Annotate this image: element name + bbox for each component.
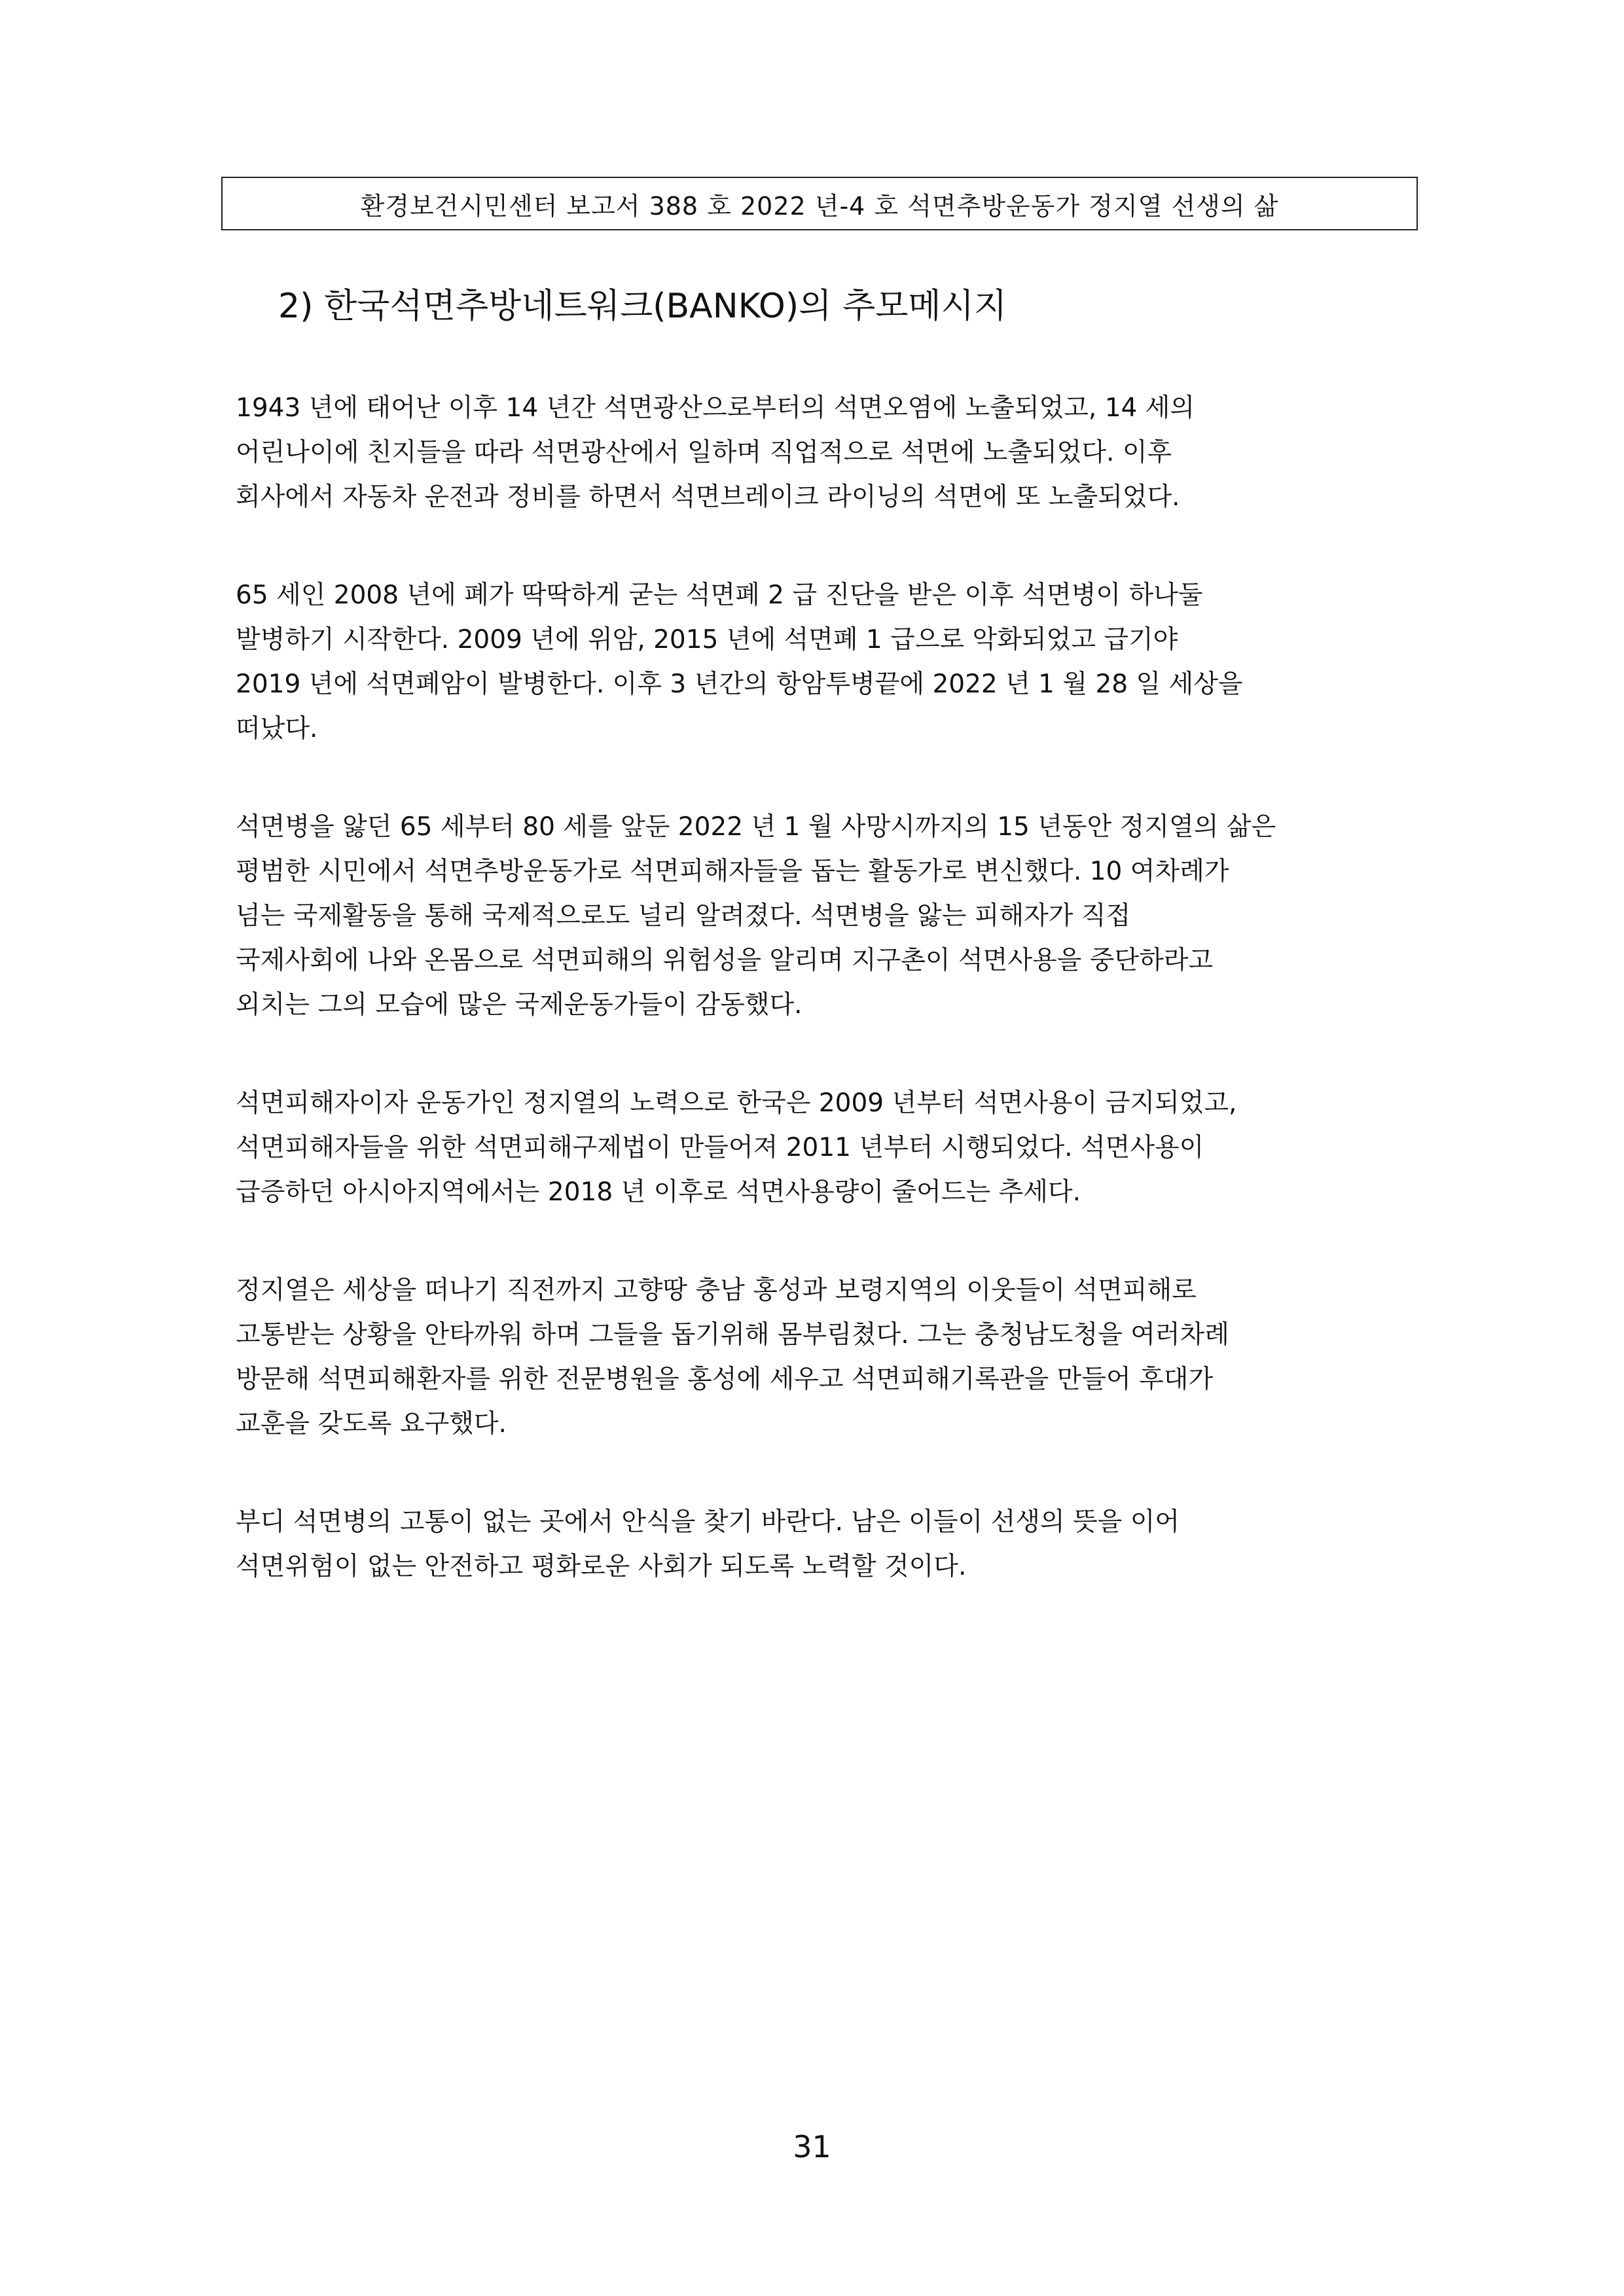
text-line: 65 세인 2008 년에 폐가 딱딱하게 굳는 석면폐 2 급 진단을 받은 이후 석면병이 하나둘 <box>236 581 1203 610</box>
paragraph-2 <box>236 573 1414 751</box>
text-line: 넘는 국제활동을 통해 국제적으로도 널리 알려졌다. 석면병을 앓는 피해자가 직접 <box>236 901 1131 931</box>
section-title: 2) 한국석면추방네트워크(BANKO)의 추모메시지 <box>278 287 1007 326</box>
text-line: 국제사회에 나와 온몸으로 석면피해의 위험성을 알리며 지구촌이 석면사용을 중단하라고 <box>236 946 1214 975</box>
report-header-text: 환경보건시민센터 보고서 388 호 2022 년-4 호 석면추방운동가 정지열 선생의 삶 <box>360 191 1279 221</box>
text-line: 1943 년에 태어난 이후 14 년간 석면광산으로부터의 석면오염에 노출되었고, 14 세의 <box>236 393 1195 423</box>
page-number: 31 <box>793 2129 831 2164</box>
text-line: 교훈을 갖도록 요구했다. <box>236 1409 507 1439</box>
paragraph-6 <box>236 1500 1414 1589</box>
text-line: 발병하기 시작한다. 2009 년에 위암, 2015 년에 석면폐 1 급으로 악화되었고 급기야 <box>236 625 1178 655</box>
text-line: 석면위험이 없는 안전하고 평화로운 사회가 되도록 노력할 것이다. <box>236 1552 967 1581</box>
report-header <box>221 177 1418 230</box>
text-line: 외치는 그의 모습에 많은 국제운동가들이 감동했다. <box>236 990 803 1020</box>
text-line: 평범한 시민에서 석면추방운동가로 석면피해자들을 돕는 활동가로 변신했다. 10 여차례가 <box>236 857 1229 886</box>
text-line: 2019 년에 석면폐암이 발병한다. 이후 3 년간의 항암투병끝에 2022 년 1 월 28 일 세상을 <box>236 670 1243 699</box>
paragraph-1 <box>236 386 1414 520</box>
body-text <box>236 386 1414 1643</box>
paragraph-3 <box>236 805 1414 1028</box>
text-line: 정지열은 세상을 떠나기 직전까지 고향땅 충남 홍성과 보령지역의 이웃들이 석면피해로 <box>236 1276 1197 1305</box>
text-line: 급증하던 아시아지역에서는 2018 년 이후로 석면사용량이 줄어드는 추세다. <box>236 1177 1081 1207</box>
text-line: 방문해 석면피해환자를 위한 전문병원을 홍성에 세우고 석면피해기록관을 만들어 후대가 <box>236 1365 1214 1394</box>
text-line: 고통받는 상황을 안타까워 하며 그들을 돕기위해 몸부림쳤다. 그는 충청남도청을 여러차례 <box>236 1320 1229 1350</box>
text-line: 어린나이에 친지들을 따라 석면광산에서 일하며 직업적으로 석면에 노출되었다. 이후 <box>236 438 1172 467</box>
paragraph-5 <box>236 1268 1414 1446</box>
text-line: 석면피해자이자 운동가인 정지열의 노력으로 한국은 2009 년부터 석면사용이 금지되었고, <box>236 1088 1237 1118</box>
text-line: 회사에서 자동차 운전과 정비를 하면서 석면브레이크 라이닝의 석면에 또 노출되었다. <box>236 482 1180 512</box>
text-line: 석면병을 앓던 65 세부터 80 세를 앞둔 2022 년 1 월 사망시까지의 15 년동안 정지열의 삶은 <box>236 812 1276 842</box>
text-line: 떠났다. <box>236 714 318 744</box>
paragraph-4 <box>236 1081 1414 1215</box>
text-line: 부디 석면병의 고통이 없는 곳에서 안식을 찾기 바란다. 남은 이들이 선생의 뜻을 이어 <box>236 1507 1180 1537</box>
text-line: 석면피해자들을 위한 석면피해구제법이 만들어져 2011 년부터 시행되었다. 석면사용이 <box>236 1133 1204 1162</box>
